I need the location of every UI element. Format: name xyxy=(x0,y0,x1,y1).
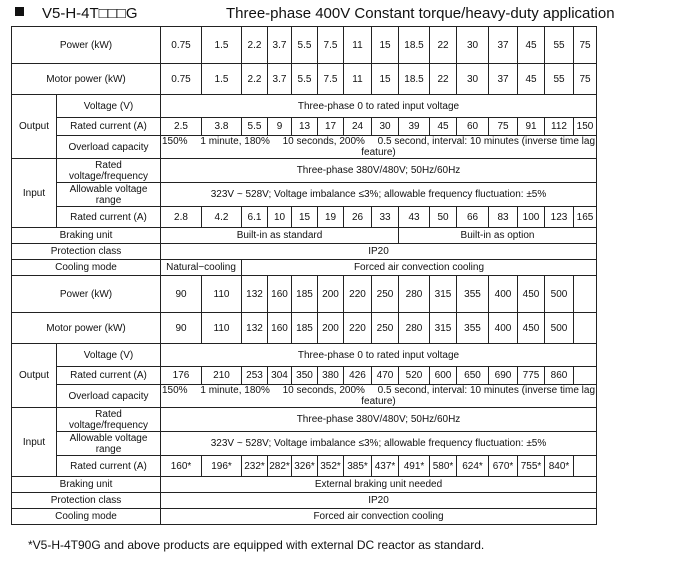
braking-unit-row xyxy=(12,228,597,244)
motor-power-value: 200 xyxy=(318,313,344,344)
output-current-value: 9 xyxy=(268,118,292,136)
output-voltage-value: Three-phase 0 to rated input voltage xyxy=(161,344,597,367)
allowable-range-value: 323V ~ 528V; Voltage imbalance ≤3%; allowable frequency fluctuation: ±5% xyxy=(161,432,597,456)
voltage-label: Voltage (V) xyxy=(57,95,161,118)
input-current-value: 580* xyxy=(430,456,457,477)
motor-power-value: 5.5 xyxy=(292,64,318,95)
protection-class-label: Protection class xyxy=(12,493,161,509)
power-value: 3.7 xyxy=(268,27,292,64)
power-value: 250 xyxy=(372,276,399,313)
power-row xyxy=(12,276,597,313)
motor-power-value: 250 xyxy=(372,313,399,344)
input-current-value: 437* xyxy=(372,456,399,477)
output-current-value: 304 xyxy=(268,367,292,385)
output-current-value: 17 xyxy=(318,118,344,136)
cooling-natural-value: Natural−cooling xyxy=(161,260,242,276)
motor-power-value: 450 xyxy=(518,313,545,344)
input-current-value: 352* xyxy=(318,456,344,477)
input-current-value: 2.8 xyxy=(161,207,202,228)
motor-power-value: 90 xyxy=(161,313,202,344)
braking-unit-row xyxy=(12,477,597,493)
power-value: 5.5 xyxy=(292,27,318,64)
output-current-value: 39 xyxy=(399,118,430,136)
power-value: 450 xyxy=(518,276,545,313)
power-value: 200 xyxy=(318,276,344,313)
output-current-value: 690 xyxy=(489,367,518,385)
power-value: 55 xyxy=(545,27,574,64)
voltage-label: Voltage (V) xyxy=(57,344,161,367)
input-current-value: 33 xyxy=(372,207,399,228)
output-current-value: 426 xyxy=(344,367,372,385)
motor-power-value: 132 xyxy=(242,313,268,344)
output-current-value: 3.8 xyxy=(202,118,242,136)
output-current-value: 860 xyxy=(545,367,574,385)
empty-cell xyxy=(574,276,597,313)
input-current-value: 19 xyxy=(318,207,344,228)
input-current-value: 4.2 xyxy=(202,207,242,228)
input-voltage-frequency-row xyxy=(12,159,597,183)
braking-value: External braking unit needed xyxy=(161,477,597,493)
motor-power-value: 500 xyxy=(545,313,574,344)
power-value: 315 xyxy=(430,276,457,313)
spec-table xyxy=(11,26,597,525)
rated-current-label: Rated current (A) xyxy=(57,367,161,385)
output-group-label: Output xyxy=(12,344,57,408)
input-group-label: Input xyxy=(12,408,57,477)
output-current-row xyxy=(12,118,597,136)
input-voltage-frequency-value: Three-phase 380V/480V; 50Hz/60Hz xyxy=(161,408,597,432)
protection-class-label: Protection class xyxy=(12,244,161,260)
input-current-value: 43 xyxy=(399,207,430,228)
power-value: 11 xyxy=(344,27,372,64)
output-voltage-row xyxy=(12,344,597,367)
power-value: 220 xyxy=(344,276,372,313)
cooling-mode-row xyxy=(12,260,597,276)
output-current-value: 470 xyxy=(372,367,399,385)
motor-power-value: 7.5 xyxy=(318,64,344,95)
motor-power-row xyxy=(12,64,597,95)
motor-power-value: 400 xyxy=(489,313,518,344)
motor-power-value: 280 xyxy=(399,313,430,344)
allowable-range-row xyxy=(12,183,597,207)
allowable-voltage-range-label: Allowable voltage range xyxy=(57,183,161,207)
input-current-row xyxy=(12,207,597,228)
power-value: 7.5 xyxy=(318,27,344,64)
input-current-value: 326* xyxy=(292,456,318,477)
cooling-mode-label: Cooling mode xyxy=(12,509,161,525)
motor-power-value: 1.5 xyxy=(202,64,242,95)
motor-power-value: 37 xyxy=(489,64,518,95)
motor-power-value: 185 xyxy=(292,313,318,344)
power-row xyxy=(12,27,597,64)
power-value: 132 xyxy=(242,276,268,313)
output-current-value: 45 xyxy=(430,118,457,136)
output-current-value: 75 xyxy=(489,118,518,136)
power-value: 400 xyxy=(489,276,518,313)
output-current-value: 253 xyxy=(242,367,268,385)
square-bullet-icon xyxy=(15,7,24,16)
input-current-value: 123 xyxy=(545,207,574,228)
motor-power-value: 3.7 xyxy=(268,64,292,95)
braking-option-value: Built-in as option xyxy=(399,228,597,244)
rated-voltage-frequency-label: Rated voltage/frequency xyxy=(57,408,161,432)
output-current-value: 650 xyxy=(457,367,489,385)
input-current-value: 840* xyxy=(545,456,574,477)
output-current-value: 60 xyxy=(457,118,489,136)
power-value: 0.75 xyxy=(161,27,202,64)
rated-voltage-frequency-label: Rated voltage/frequency xyxy=(57,159,161,183)
motor-power-value: 2.2 xyxy=(242,64,268,95)
input-current-value: 83 xyxy=(489,207,518,228)
power-value: 500 xyxy=(545,276,574,313)
motor-power-value: 75 xyxy=(574,64,597,95)
rated-current-label: Rated current (A) xyxy=(57,118,161,136)
output-current-value: 5.5 xyxy=(242,118,268,136)
empty-cell xyxy=(574,367,597,385)
input-current-value: 165 xyxy=(574,207,597,228)
input-current-value: 66 xyxy=(457,207,489,228)
output-current-value: 775 xyxy=(518,367,545,385)
power-value: 110 xyxy=(202,276,242,313)
footnote: *V5‑H‑4T90G and above products are equipped with external DC reactor as standard. xyxy=(28,538,485,552)
empty-cell xyxy=(574,313,597,344)
title-row xyxy=(8,3,688,25)
input-current-value: 100 xyxy=(518,207,545,228)
motor-power-value: 160 xyxy=(268,313,292,344)
model-code: V5‑H‑4T□□□G xyxy=(42,5,138,22)
power-label: Power (kW) xyxy=(12,276,161,313)
input-current-value: 6.1 xyxy=(242,207,268,228)
allowable-range-value: 323V ~ 528V; Voltage imbalance ≤3%; allowable frequency fluctuation: ±5% xyxy=(161,183,597,207)
rated-current-label: Rated current (A) xyxy=(57,207,161,228)
power-label: Power (kW) xyxy=(12,27,161,64)
rated-current-label: Rated current (A) xyxy=(57,456,161,477)
output-group-label: Output xyxy=(12,95,57,159)
output-current-value: 30 xyxy=(372,118,399,136)
motor-power-row xyxy=(12,313,597,344)
power-value: 22 xyxy=(430,27,457,64)
motor-power-value: 55 xyxy=(545,64,574,95)
output-current-value: 520 xyxy=(399,367,430,385)
power-value: 18.5 xyxy=(399,27,430,64)
input-current-value: 50 xyxy=(430,207,457,228)
motor-power-value: 220 xyxy=(344,313,372,344)
protection-class-row xyxy=(12,493,597,509)
output-current-value: 150 xyxy=(574,118,597,136)
output-current-value: 91 xyxy=(518,118,545,136)
input-current-row xyxy=(12,456,597,477)
protection-class-value: IP20 xyxy=(161,493,597,509)
overload-value: 150% 1 minute, 180% 10 seconds, 200% 0.5 second, interval: 10 minutes (inverse time lag feature) xyxy=(162,136,596,158)
braking-unit-label: Braking unit xyxy=(12,477,161,493)
input-current-value: 196* xyxy=(202,456,242,477)
input-current-value: 15 xyxy=(292,207,318,228)
output-current-row xyxy=(12,367,597,385)
overload-capacity-label: Overload capacity xyxy=(57,385,161,408)
power-value: 90 xyxy=(161,276,202,313)
input-current-value: 624* xyxy=(457,456,489,477)
motor-power-value: 11 xyxy=(344,64,372,95)
empty-cell xyxy=(574,456,597,477)
power-value: 280 xyxy=(399,276,430,313)
output-voltage-value: Three-phase 0 to rated input voltage xyxy=(161,95,597,118)
cooling-mode-label: Cooling mode xyxy=(12,260,161,276)
output-current-value: 112 xyxy=(545,118,574,136)
overload-capacity-label: Overload capacity xyxy=(57,136,161,159)
input-voltage-frequency-value: Three-phase 380V/480V; 50Hz/60Hz xyxy=(161,159,597,183)
power-value: 30 xyxy=(457,27,489,64)
input-current-value: 282* xyxy=(268,456,292,477)
cooling-value: Forced air convection cooling xyxy=(161,509,597,525)
motor-power-value: 45 xyxy=(518,64,545,95)
input-current-value: 385* xyxy=(344,456,372,477)
output-current-value: 380 xyxy=(318,367,344,385)
input-voltage-frequency-row xyxy=(12,408,597,432)
overload-row xyxy=(12,136,597,159)
power-value: 45 xyxy=(518,27,545,64)
power-value: 15 xyxy=(372,27,399,64)
output-current-value: 13 xyxy=(292,118,318,136)
cooling-forced-value: Forced air convection cooling xyxy=(242,260,597,276)
input-group-label: Input xyxy=(12,159,57,228)
motor-power-value: 30 xyxy=(457,64,489,95)
input-current-value: 670* xyxy=(489,456,518,477)
allowable-range-row xyxy=(12,432,597,456)
motor-power-value: 15 xyxy=(372,64,399,95)
cooling-mode-row xyxy=(12,509,597,525)
power-value: 75 xyxy=(574,27,597,64)
input-current-value: 491* xyxy=(399,456,430,477)
input-current-value: 26 xyxy=(344,207,372,228)
output-current-value: 2.5 xyxy=(161,118,202,136)
motor-power-value: 0.75 xyxy=(161,64,202,95)
power-value: 2.2 xyxy=(242,27,268,64)
motor-power-value: 355 xyxy=(457,313,489,344)
overload-value: 150% 1 minute, 180% 10 seconds, 200% 0.5 second, interval: 10 minutes (inverse time lag feature) xyxy=(162,385,596,407)
output-current-value: 210 xyxy=(202,367,242,385)
protection-class-row xyxy=(12,244,597,260)
input-current-value: 232* xyxy=(242,456,268,477)
power-value: 160 xyxy=(268,276,292,313)
allowable-voltage-range-label: Allowable voltage range xyxy=(57,432,161,456)
braking-unit-label: Braking unit xyxy=(12,228,161,244)
output-current-value: 600 xyxy=(430,367,457,385)
power-value: 355 xyxy=(457,276,489,313)
power-value: 1.5 xyxy=(202,27,242,64)
overload-row xyxy=(12,385,597,408)
braking-standard-value: Built-in as standard xyxy=(161,228,399,244)
input-current-value: 160* xyxy=(161,456,202,477)
motor-power-value: 22 xyxy=(430,64,457,95)
motor-power-value: 18.5 xyxy=(399,64,430,95)
page-title: Three-phase 400V Constant torque/heavy-duty application xyxy=(226,5,615,22)
input-current-value: 10 xyxy=(268,207,292,228)
output-current-value: 350 xyxy=(292,367,318,385)
output-current-value: 176 xyxy=(161,367,202,385)
motor-power-value: 315 xyxy=(430,313,457,344)
protection-class-value: IP20 xyxy=(161,244,597,260)
motor-power-label: Motor power (kW) xyxy=(12,313,161,344)
motor-power-label: Motor power (kW) xyxy=(12,64,161,95)
output-current-value: 24 xyxy=(344,118,372,136)
motor-power-value: 110 xyxy=(202,313,242,344)
power-value: 37 xyxy=(489,27,518,64)
output-voltage-row xyxy=(12,95,597,118)
power-value: 185 xyxy=(292,276,318,313)
input-current-value: 755* xyxy=(518,456,545,477)
